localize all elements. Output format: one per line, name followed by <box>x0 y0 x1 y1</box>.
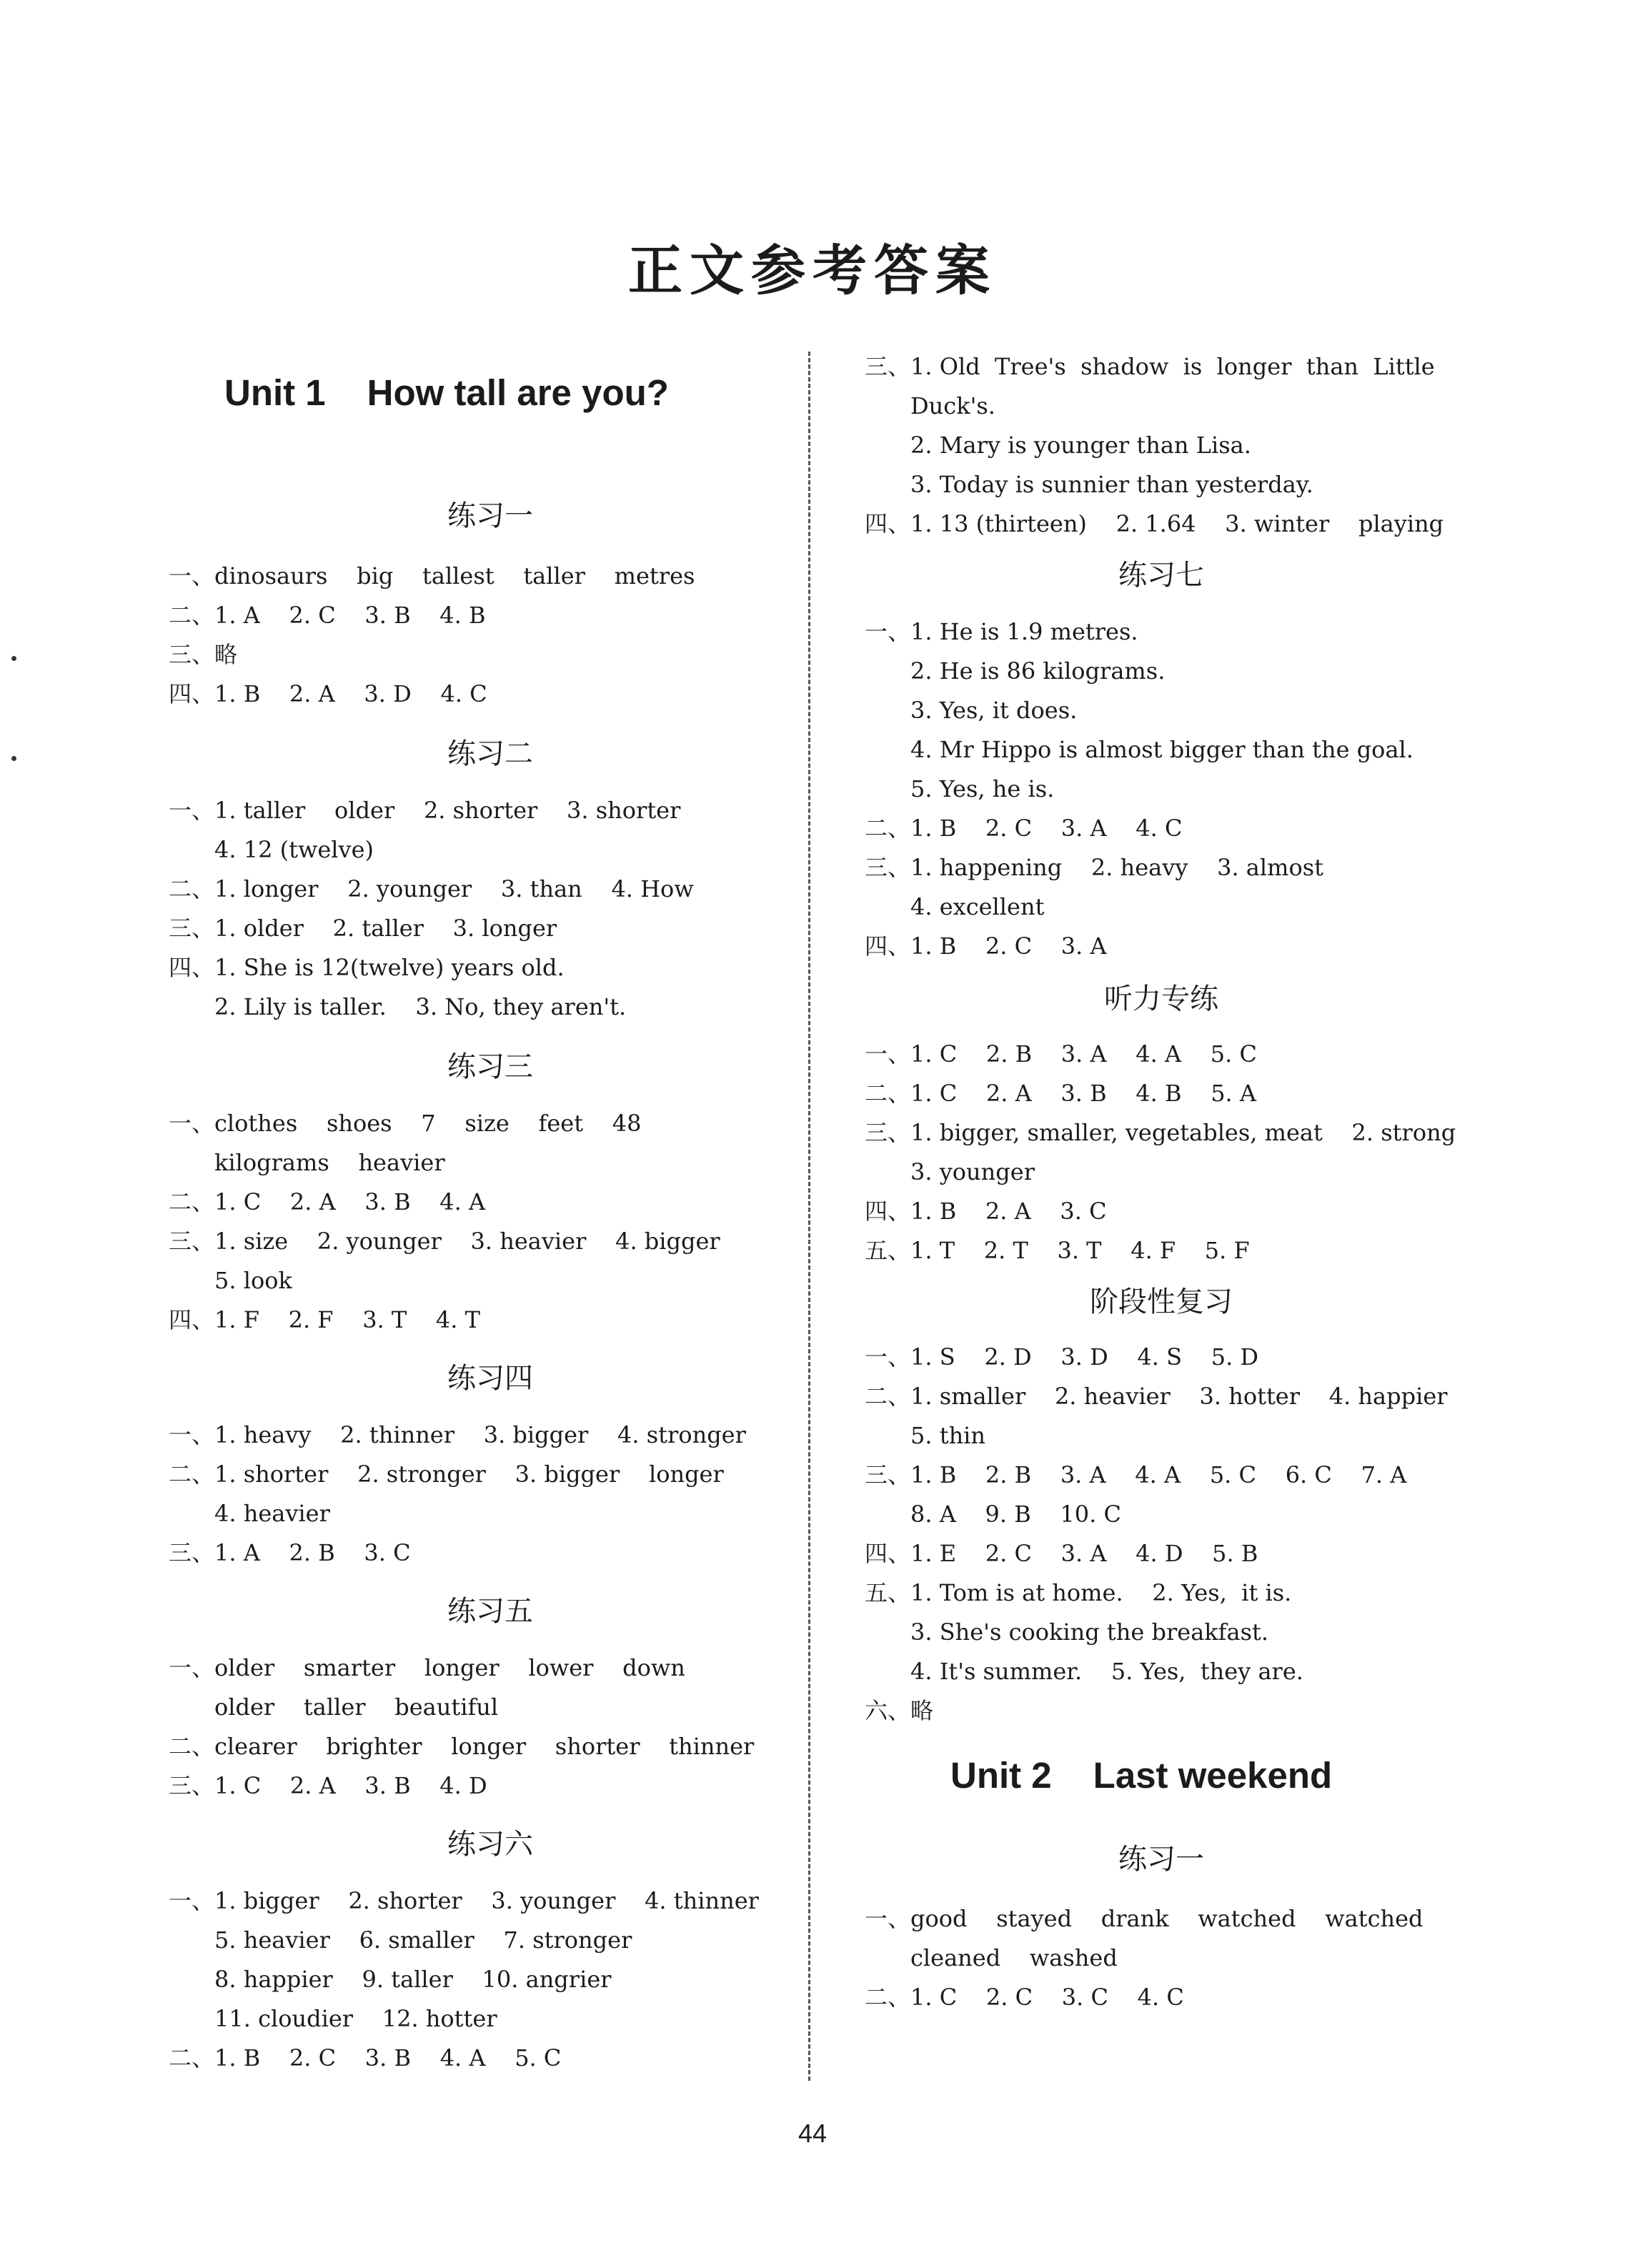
answer-line: 六、略 <box>865 1697 934 1724</box>
answer-line: older taller beautiful <box>214 1693 499 1721</box>
answer-line: 2. Lily is taller. 3. No, they aren't. <box>214 993 627 1020</box>
answer-line: 三、1. bigger, smaller, vegetables, meat 2. strong <box>865 1119 1456 1146</box>
section-title: 阶段性复习 <box>1090 1285 1233 1318</box>
answer-line: 5. thin <box>910 1422 986 1449</box>
answer-line: 5. Yes, he is. <box>910 775 1055 802</box>
answer-line: 四、1. E 2. C 3. A 4. D 5. B <box>865 1540 1258 1567</box>
section-title: 练习五 <box>447 1595 533 1628</box>
answer-line: 四、1. B 2. A 3. C <box>865 1198 1107 1225</box>
answer-line: 三、1. older 2. taller 3. longer <box>169 915 557 942</box>
answer-line: 三、1. A 2. B 3. C <box>169 1539 411 1566</box>
answer-line: kilograms heavier <box>214 1149 445 1176</box>
unit2-name: Last weekend <box>1093 1755 1333 1796</box>
answer-line: Duck's. <box>910 392 995 419</box>
answer-line: cleaned washed <box>910 1944 1118 1971</box>
answer-line: 4. excellent <box>910 893 1045 920</box>
answer-line: 5. look <box>214 1267 292 1294</box>
answer-line: 五、1. T 2. T 3. T 4. F 5. F <box>865 1237 1250 1264</box>
answer-line: 二、1. C 2. A 3. B 4. A <box>169 1188 486 1215</box>
section-title: 练习一 <box>1118 1843 1204 1876</box>
answer-line: 4. heavier <box>214 1500 330 1527</box>
unit1-title <box>169 336 812 414</box>
left-column <box>169 336 812 2078</box>
answer-line: 二、1. smaller 2. heavier 3. hotter 4. happier <box>865 1383 1448 1410</box>
answer-line: 三、1. B 2. B 3. A 4. A 5. C 6. C 7. A <box>865 1461 1407 1488</box>
answer-line: 5. heavier 6. smaller 7. stronger <box>214 1926 632 1954</box>
answer-line: 8. happier 9. taller 10. angrier <box>214 1966 612 1993</box>
page-title: 正文参考答案 <box>628 239 997 302</box>
section-title: 练习七 <box>1118 559 1204 592</box>
answer-line: 3. younger <box>910 1158 1035 1185</box>
section-title: 练习一 <box>447 499 533 532</box>
answer-line: 2. He is 86 kilograms. <box>910 657 1166 685</box>
answer-line: 一、1. heavy 2. thinner 3. bigger 4. stronger <box>169 1421 746 1448</box>
answer-line: 三、1. size 2. younger 3. heavier 4. bigger <box>169 1228 720 1255</box>
answer-line: 二、1. B 2. C 3. A 4. C <box>865 815 1183 842</box>
answer-line: 一、1. He is 1.9 metres. <box>865 618 1138 645</box>
answer-line: 三、1. C 2. A 3. B 4. D <box>169 1772 487 1799</box>
right-column <box>865 347 1458 2017</box>
answer-line: 三、略 <box>169 641 238 668</box>
unit1-heading-block <box>169 336 812 414</box>
answer-line: 一、good stayed drank watched watched <box>865 1905 1423 1932</box>
answer-line: 一、1. C 2. B 3. A 4. A 5. C <box>865 1040 1257 1068</box>
answer-line: 一、1. S 2. D 3. D 4. S 5. D <box>865 1343 1259 1371</box>
answer-line: 3. She's cooking the breakfast. <box>910 1618 1269 1646</box>
unit1-name: How tall are you? <box>367 372 669 413</box>
answer-line: 4. 12 (twelve) <box>214 836 374 863</box>
answer-line: 四、1. She is 12(twelve) years old. <box>169 954 565 981</box>
unit2-number: Unit 2 <box>950 1755 1052 1796</box>
answer-line: 二、1. longer 2. younger 3. than 4. How <box>169 875 694 902</box>
answer-line: 四、1. B 2. C 3. A <box>865 932 1107 960</box>
answer-line: 一、1. taller older 2. shorter 3. shorter <box>169 797 681 824</box>
answer-line: 二、1. C 2. A 3. B 4. B 5. A <box>865 1080 1257 1107</box>
answer-line: 4. Mr Hippo is almost bigger than the goal. <box>910 736 1413 763</box>
unit2-title <box>865 1751 1458 1801</box>
section-title: 练习四 <box>447 1362 533 1395</box>
answer-line: 二、1. C 2. C 3. C 4. C <box>865 1984 1184 2011</box>
answer-line: 4. It's summer. 5. Yes, they are. <box>910 1658 1303 1685</box>
answer-line: 一、1. bigger 2. shorter 3. younger 4. thinner <box>169 1887 759 1914</box>
section-title: 练习二 <box>447 737 533 770</box>
answer-line: 11. cloudier 12. hotter <box>214 2005 497 2032</box>
answer-line: 一、older smarter longer lower down <box>169 1654 685 1681</box>
section-title: 练习六 <box>447 1828 533 1861</box>
answer-line: 二、1. shorter 2. stronger 3. bigger longer <box>169 1461 724 1488</box>
answer-line: 四、1. B 2. A 3. D 4. C <box>169 680 487 707</box>
answer-line: 四、1. F 2. F 3. T 4. T <box>169 1306 480 1333</box>
answer-line: 3. Yes, it does. <box>910 697 1078 724</box>
answer-line: 2. Mary is younger than Lisa. <box>910 432 1251 459</box>
section-title: 听力专练 <box>1104 983 1218 1015</box>
answer-line: 四、1. 13 (thirteen) 2. 1.64 3. winter playing <box>865 510 1444 537</box>
answer-line: 二、1. B 2. C 3. B 4. A 5. C <box>169 2044 562 2071</box>
answer-line: 二、1. A 2. C 3. B 4. B <box>169 602 486 629</box>
answer-line: 8. A 9. B 10. C <box>910 1501 1121 1528</box>
page-number: 44 <box>797 2119 828 2148</box>
answer-line: 三、1. Old Tree's shadow is longer than Little <box>865 353 1435 380</box>
section-title: 练习三 <box>447 1050 533 1083</box>
answer-line: 二、clearer brighter longer shorter thinner <box>169 1733 755 1760</box>
answer-line: 一、clothes shoes 7 size feet 48 <box>169 1110 642 1137</box>
answer-line: 五、1. Tom is at home. 2. Yes, it is. <box>865 1579 1292 1606</box>
margin-speck <box>11 656 16 661</box>
margin-speck <box>11 756 16 761</box>
unit1-number: Unit 1 <box>224 372 326 413</box>
answer-line: 3. Today is sunnier than yesterday. <box>910 471 1313 498</box>
answer-line: 一、dinosaurs big tallest taller metres <box>169 562 695 590</box>
answer-line: 三、1. happening 2. heavy 3. almost <box>865 854 1324 881</box>
